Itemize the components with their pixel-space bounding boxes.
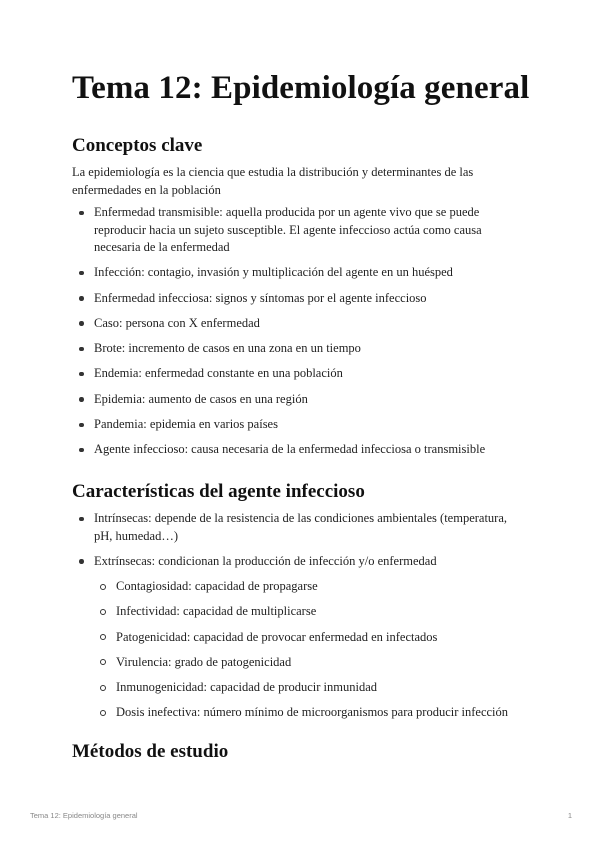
list-item: Pandemia: epidemia en varios países (72, 416, 524, 434)
list-item: Agente infeccioso: causa necesaria de la enfermedad infecciosa o transmisible (72, 441, 524, 459)
footer-title: Tema 12: Epidemiología general (30, 811, 138, 820)
caracteristicas-list (72, 510, 524, 578)
list-item: Epidemia: aumento de casos en una región (72, 391, 524, 409)
sublist-item: Patogenicidad: capacidad de provocar enfermedad en infectados (94, 629, 514, 647)
list-item: Intrínsecas: depende de la resistencia de las condiciones ambientales (temperatura, pH, humedad…) (72, 510, 524, 545)
list-item: Caso: persona con X enfermedad (72, 315, 524, 333)
footer-page-number: 1 (567, 811, 572, 820)
section-heading-conceptos: Conceptos clave (72, 135, 203, 156)
intro-paragraph: La epidemiología es la ciencia que estudia la distribución y determinantes de las enfermedades en la población (72, 165, 474, 197)
sublist-item: Virulencia: grado de patogenicidad (94, 654, 514, 672)
sublist-item: Dosis inefectiva: número mínimo de microorganismos para producir infección (94, 704, 514, 722)
list-item: Brote: incremento de casos en una zona en un tiempo (72, 340, 524, 358)
list-item: Enfermedad infecciosa: signos y síntomas por el agente infeccioso (72, 290, 524, 308)
list-item: Infección: contagio, invasión y multiplicación del agente en un huésped (72, 264, 524, 282)
list-item: Enfermedad transmisible: aquella producida por un agente vivo que se puede reproducir hacia un sujeto susceptible. El agente infeccioso actúa como causa necesaria de la enfermedad (72, 204, 524, 257)
section-heading-caracteristicas: Características del agente infeccioso (72, 481, 365, 502)
caracteristicas-sublist (94, 578, 514, 730)
sublist-item: Inmunogenicidad: capacidad de producir inmunidad (94, 679, 514, 697)
sublist-item: Infectividad: capacidad de multiplicarse (94, 603, 514, 621)
section-heading-metodos: Métodos de estudio (72, 741, 229, 762)
conceptos-list (72, 204, 524, 467)
page-title: Tema 12: Epidemiología general (72, 70, 530, 106)
sublist-item: Contagiosidad: capacidad de propagarse (94, 578, 514, 596)
list-item: Endemia: enfermedad constante en una población (72, 365, 524, 383)
list-item: Extrínsecas: condicionan la producción de infección y/o enfermedad (72, 553, 524, 571)
